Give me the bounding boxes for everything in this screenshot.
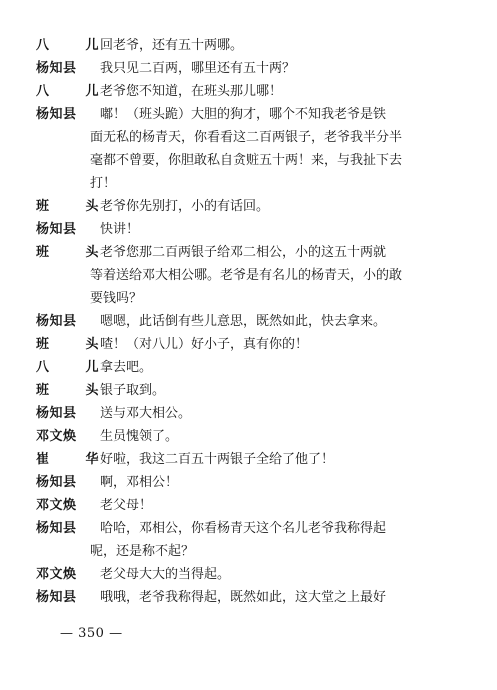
speech-continuation-text: 等着送给邓大相公哪。老爷是有名儿的杨青天，小的敢	[90, 268, 403, 283]
speaker-name: 邓文焕	[36, 567, 77, 582]
dialogue-line	[36, 218, 476, 241]
dialogue-line	[36, 57, 476, 80]
dialogue-line	[36, 241, 476, 264]
dialogue-line	[36, 356, 476, 379]
play-script	[36, 34, 476, 609]
dialogue-continuation	[36, 264, 476, 287]
speech-text: 我只见二百两，哪里还有五十两？	[100, 61, 296, 76]
speech-text: 哦哦，老爷我称得起，既然如此，这大堂之上最好	[100, 590, 387, 605]
speech-text: 老爷您不知道，在班头那儿哪！	[100, 84, 283, 99]
speech-text: 啊，邓相公！	[100, 475, 179, 490]
speaker-name: 八 儿	[36, 360, 115, 375]
speaker-name: 邓文焕	[36, 429, 77, 444]
speaker-name: 班 头	[36, 245, 115, 260]
speech-text: 喳！（对八儿）好小子，真有你的！	[100, 337, 309, 352]
dialogue-line	[36, 517, 476, 540]
speech-continuation-text: 面无私的杨青天，你看看这二百两银子，老爷我半分半	[90, 130, 403, 145]
speaker-name: 杨知县	[36, 475, 77, 490]
speaker-name: 杨知县	[36, 314, 77, 329]
speaker-name: 班 头	[36, 199, 115, 214]
speech-text: 嘟！（班头跪）大胆的狗才，哪个不知我老爷是铁	[100, 107, 387, 122]
speech-text: 拿去吧。	[100, 360, 153, 375]
dialogue-line	[36, 494, 476, 517]
dialogue-line	[36, 586, 476, 609]
speaker-name: 杨知县	[36, 590, 77, 605]
speech-text: 好啦，我这二百五十两银子全给了他了！	[100, 452, 335, 467]
speech-text: 老爷你先别打，小的有话回。	[100, 199, 270, 214]
speech-text: 嗯嗯，此话倒有些儿意思，既然如此，快去拿来。	[100, 314, 387, 329]
dialogue-continuation	[36, 149, 476, 172]
speaker-name: 杨知县	[36, 521, 77, 536]
speaker-name: 班 头	[36, 383, 115, 398]
speaker-name: 杨知县	[36, 406, 77, 421]
speaker-name: 杨知县	[36, 107, 77, 122]
dialogue-continuation	[36, 287, 476, 310]
speaker-name: 八 儿	[36, 84, 115, 99]
speech-text: 老父母！	[100, 498, 153, 513]
dialogue-line	[36, 379, 476, 402]
speaker-name: 杨知县	[36, 222, 77, 237]
speech-text: 老父母大大的当得起。	[100, 567, 231, 582]
speech-text: 快讲！	[100, 222, 140, 237]
dialogue-line	[36, 333, 476, 356]
dialogue-continuation	[36, 172, 476, 195]
speech-text: 老爷您那二百两银子给邓二相公，小的这五十两就	[100, 245, 387, 260]
speech-text: 银子取到。	[100, 383, 166, 398]
dialogue-line	[36, 402, 476, 425]
speech-continuation-text: 毫都不曾要，你胆敢私自贪赃五十两！来，与我扯下去	[90, 153, 403, 168]
dialogue-line	[36, 34, 476, 57]
speech-text: 回老爷，还有五十两哪。	[100, 38, 244, 53]
speaker-name: 班 头	[36, 337, 115, 352]
dialogue-line	[36, 195, 476, 218]
dialogue-line	[36, 80, 476, 103]
speaker-name: 八 儿	[36, 38, 115, 53]
speech-continuation-text: 打！	[90, 176, 117, 191]
speech-continuation-text: 呢，还是称不起？	[90, 544, 195, 559]
dialogue-line	[36, 310, 476, 333]
speech-continuation-text: 要钱吗？	[90, 291, 143, 306]
page-number: — 350 —	[60, 626, 123, 641]
speech-text: 哈哈，邓相公，你看杨青天这个名儿老爷我称得起	[100, 521, 387, 536]
dialogue-line	[36, 425, 476, 448]
dialogue-line	[36, 563, 476, 586]
dialogue-continuation	[36, 126, 476, 149]
speaker-name: 崔 华	[36, 452, 115, 467]
speech-text: 送与邓大相公。	[100, 406, 192, 421]
speaker-name: 杨知县	[36, 61, 77, 76]
dialogue-line	[36, 103, 476, 126]
dialogue-line	[36, 471, 476, 494]
speaker-name: 邓文焕	[36, 498, 77, 513]
dialogue-continuation	[36, 540, 476, 563]
speech-text: 生员愧领了。	[100, 429, 179, 444]
dialogue-line	[36, 448, 476, 471]
